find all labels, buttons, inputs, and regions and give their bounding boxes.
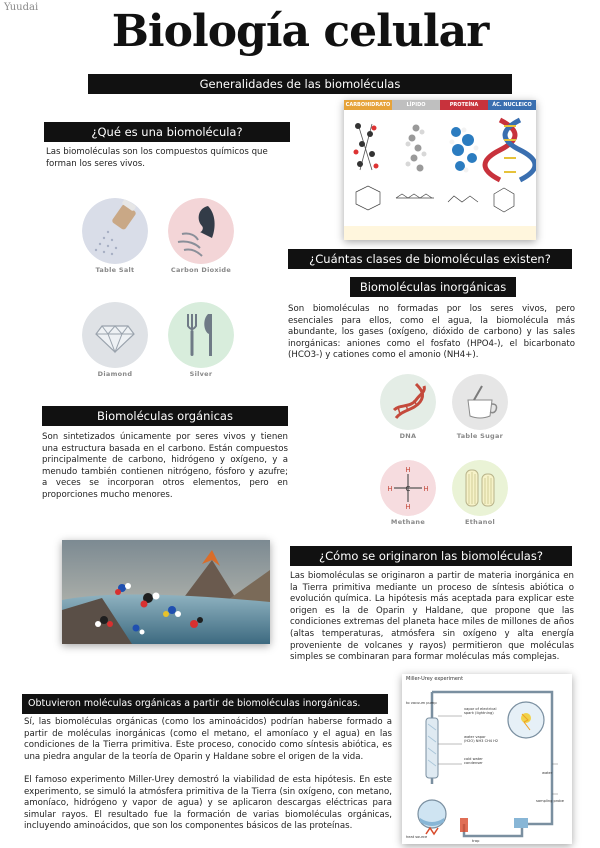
silver-label: Silver [189, 370, 213, 378]
protein-header: PROTEÍNA [440, 100, 488, 110]
diamond-label: Diamond [97, 370, 133, 378]
svg-text:H: H [423, 485, 429, 493]
carbon-dioxide-icon [168, 198, 234, 264]
svg-text:(H2O) NH3 CH4 H2: (H2O) NH3 CH4 H2 [464, 739, 499, 743]
table-salt-icon [82, 198, 148, 264]
miller-urey-diagram [402, 674, 572, 844]
svg-text:water vapor: water vapor [464, 735, 486, 739]
svg-text:trap: trap [472, 839, 480, 843]
miller-urey-title: Miller-Urey experiment [406, 676, 464, 682]
svg-text:H: H [387, 485, 393, 493]
page-title: Biología celular [111, 6, 489, 57]
early-earth-image [62, 540, 270, 644]
svg-text:vapor of electrical: vapor of electrical [464, 707, 497, 711]
origin-paragraph: Las biomoléculas se originaron a partir de materia inorgánica en la Tierra primitiva mediante un proceso de síntesis abiótica o evolución química. La hipótesis más aceptada para explicar este origen es la de Oparin y Haldane, que propone que las condiciones extremas del planeta hace miles de millones de años (altas temperaturas, atmósfera sin oxígeno y alta energía proveniente de volcanes y rayos) permitieron que moléculas simples se combinaran para formar moléculas más complejas. [290, 571, 574, 663]
svg-text:heat source: heat source [406, 835, 428, 839]
ethanol-icon [452, 460, 508, 516]
section-origin-heading: ¿Cómo se originaron las biomoléculas? [290, 546, 572, 566]
nucleic-acid-header: ÁC. NUCLEICO [488, 100, 536, 110]
table-salt-label: Table Salt [95, 266, 135, 274]
carbon-dioxide-label: Carbon Dioxide [170, 266, 232, 274]
svg-text:H: H [405, 466, 411, 474]
ethanol-label: Ethanol [465, 518, 495, 526]
svg-text:spark (lightning): spark (lightning) [464, 711, 494, 715]
carbohydrate-header: CARBOHIDRATO [345, 102, 391, 108]
methane-icon [380, 460, 436, 516]
svg-text:sampling probe: sampling probe [536, 799, 564, 803]
author-name: Yuudai [4, 2, 39, 13]
table-sugar-icon [452, 374, 508, 430]
svg-text:C: C [405, 485, 411, 493]
section-obtained-heading: Obtuvieron moléculas orgánicas a partir de biomoléculas inorgánicas. [22, 694, 388, 714]
svg-text:water: water [542, 771, 553, 775]
dna-label: DNA [399, 432, 417, 440]
obtained-paragraph-1: Sí, las biomoléculas orgánicas (como los aminoácidos) podrían haberse formado a partir de moléculas inorgánicas (como el metano, el amoníaco y el agua) en las condiciones de la Tierra primitiva. Este proceso, conocido como síntesis abiótica, es una piedra angular de la teoría de Oparin y Haldane sobre el origen de la vida. [24, 717, 392, 762]
biomolecule-types-image [344, 100, 536, 240]
silver-icon [168, 302, 234, 368]
inorganic-paragraph: Son biomoléculas no formadas por los seres vivos, pero esenciales para ellos, como el agua, la biomolécula más abundante, los gases (oxígeno, dióxido de carbono) y las sales inorgánicas: aniones como el fosfato (HPO4-), el bicarbonato (HCO3-) y cationes como el amonio (NH4+). [288, 304, 575, 361]
diamond-icon [82, 302, 148, 368]
table-sugar-label: Table Sugar [456, 432, 504, 440]
svg-text:cold water: cold water [464, 757, 483, 761]
dna-icon [380, 374, 436, 430]
svg-text:to vacuum pump: to vacuum pump [406, 701, 437, 705]
obtained-paragraph-2: El famoso experimento Miller-Urey demostró la viabilidad de esta hipótesis. En este experimento, se simuló la atmósfera primitiva de la Tierra (sin oxígeno, con metano, amoníaco, hidrógeno y vapor de agua) y se aplicaron descargas eléctricas para simular rayos. El resultado fue la formación de varias biomoléculas orgánicas, incluyendo aminoácidos, que son los componentes básicos de las proteínas. [24, 775, 392, 832]
organic-paragraph: Son sintetizados únicamente por seres vivos y tienen una estructura basada en el carbono. Están compuestos principalmente de carbono, hidrógeno y oxígeno, y a menudo también contienen nitrógeno, fósforo y azufre; a veces se incorporan otros elementos, pero en proporciones mucho menores. [42, 432, 288, 500]
section-organic-heading: Biomoléculas orgánicas [42, 406, 288, 426]
lipid-header: LÍPIDO [392, 100, 440, 110]
methane-label: Methane [390, 518, 426, 526]
section-inorganic-heading: Biomoléculas inorgánicas [350, 277, 516, 297]
section-general-heading: Generalidades de las biomoléculas [88, 74, 512, 94]
molecules-illustration [344, 110, 536, 240]
section-how-many-heading: ¿Cuántas clases de biomoléculas existen? [288, 249, 572, 269]
what-paragraph: Las biomoléculas son los compuestos químicos que forman los seres vivos. [46, 147, 268, 169]
svg-text:condenser: condenser [464, 761, 483, 765]
svg-text:H: H [405, 503, 411, 511]
section-what-heading: ¿Qué es una biomolécula? [44, 122, 290, 142]
